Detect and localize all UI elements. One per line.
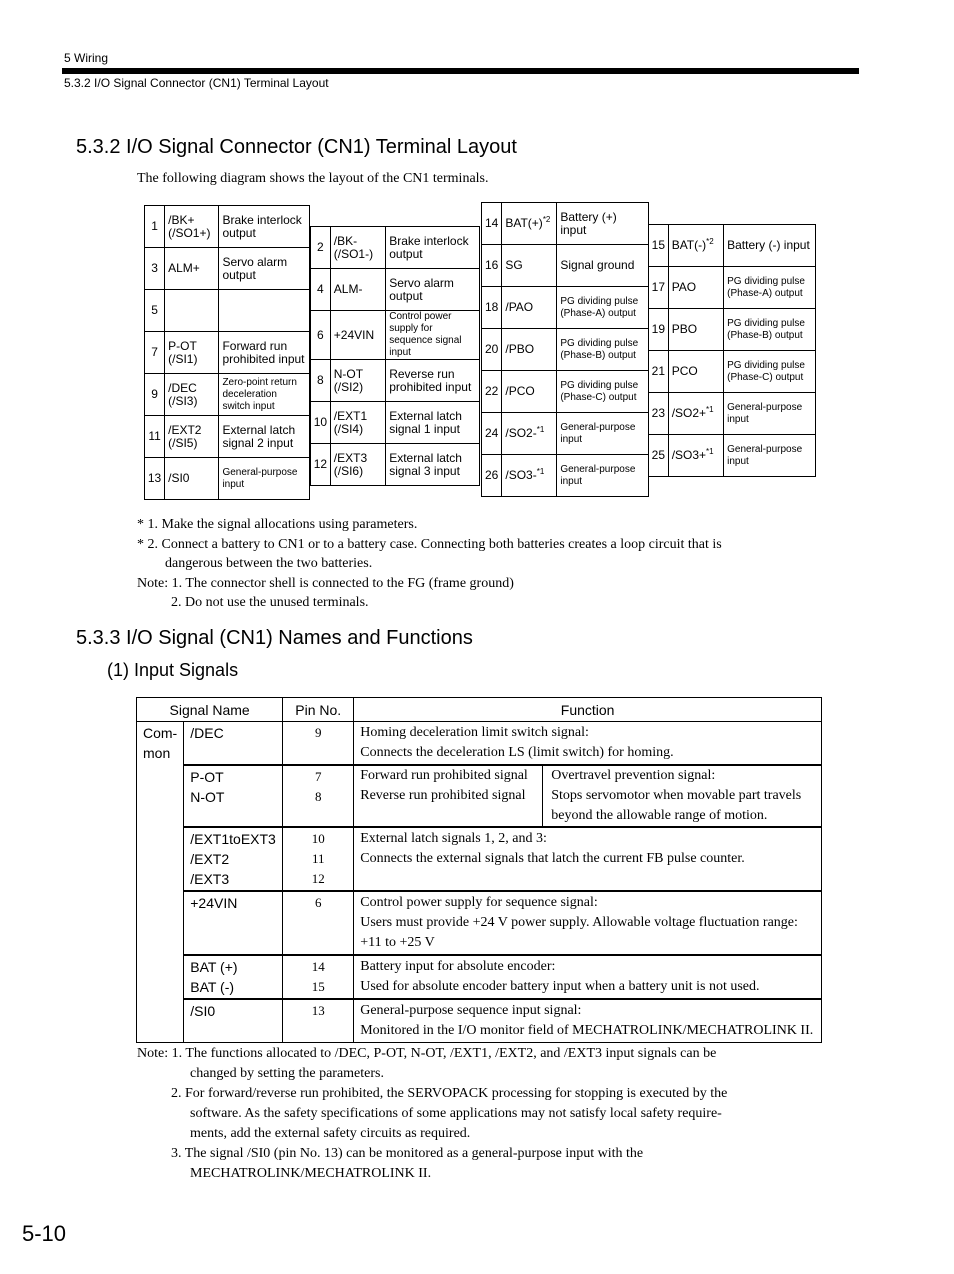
terminal-signal-name: +24VIN bbox=[333, 327, 375, 342]
terminal-signal bbox=[165, 458, 219, 500]
terminal-block-4 bbox=[648, 224, 816, 477]
running-header-section: 5.3.2 I/O Signal Connector (CN1) Terminal Layout bbox=[64, 76, 329, 90]
terminal-signal bbox=[502, 455, 557, 497]
terminal-function: Zero-point return deceleration switch input bbox=[219, 374, 310, 416]
pin-number-cell: 6 bbox=[283, 891, 354, 955]
terminal-row bbox=[311, 360, 480, 402]
function-title: Control power supply for sequence signal: bbox=[360, 895, 598, 910]
terminal-function: External latch signal 1 input bbox=[386, 402, 480, 444]
pin-number-cell: 10 11 12 bbox=[283, 827, 354, 891]
function-title: General-purpose sequence input signal: bbox=[360, 1003, 582, 1018]
terminal-signal-name: /PBO bbox=[505, 342, 535, 356]
footnote-mark: *2 bbox=[542, 215, 551, 224]
terminal-row bbox=[145, 458, 310, 500]
footnote-mark: *2 bbox=[706, 237, 714, 246]
terminal-signal-name: /SO3+ bbox=[671, 448, 707, 462]
footnote-mark: *1 bbox=[536, 425, 545, 434]
terminal-function: PG dividing pulse (Phase-C) output bbox=[724, 351, 816, 393]
terminal-pin: 23 bbox=[649, 393, 669, 435]
table-row bbox=[137, 827, 822, 891]
signal-name-cell: +24VIN bbox=[184, 891, 283, 955]
terminal-row bbox=[311, 311, 480, 360]
note2-3a: 3. The signal /SI0 (pin No. 13) can be monitored as a general-purpose input with the bbox=[171, 1146, 644, 1161]
terminal-signal-name: /EXT3 (/SI6) bbox=[333, 450, 368, 478]
terminal-block-3 bbox=[481, 202, 649, 497]
terminal-signal bbox=[668, 267, 723, 309]
terminal-signal bbox=[502, 329, 557, 371]
terminal-row bbox=[145, 248, 310, 290]
terminal-function: PG dividing pulse (Phase-A) output bbox=[724, 267, 816, 309]
terminal-function: Brake interlock output bbox=[386, 227, 480, 269]
terminal-signal-name: /PAO bbox=[505, 300, 534, 314]
terminal-pin: 22 bbox=[482, 371, 502, 413]
note-1: Note: 1. The connector shell is connected to the FG (frame ground) bbox=[137, 576, 514, 591]
terminal-row bbox=[649, 435, 816, 477]
terminal-function: PG dividing pulse (Phase-A) output bbox=[557, 287, 649, 329]
input-signals-heading: (1) Input Signals bbox=[107, 660, 239, 680]
terminal-row bbox=[145, 416, 310, 458]
terminal-function: Servo alarm output bbox=[219, 248, 310, 290]
terminal-row bbox=[145, 374, 310, 416]
terminal-signal bbox=[330, 360, 385, 402]
col-header-function: Function bbox=[354, 698, 822, 722]
table-row bbox=[137, 765, 822, 827]
terminal-function: Battery (-) input bbox=[724, 225, 816, 267]
terminal-pin: 14 bbox=[482, 203, 502, 245]
terminal-signal bbox=[502, 287, 557, 329]
notes-block bbox=[137, 1044, 727, 1184]
terminal-row bbox=[649, 225, 816, 267]
function-desc: Monitored in the I/O monitor field of MECHATROLINK/MECHATROLINK II. bbox=[360, 1023, 814, 1038]
terminal-signal bbox=[330, 444, 385, 486]
terminal-signal bbox=[668, 309, 723, 351]
table-row bbox=[137, 722, 822, 766]
note-2: 2. Do not use the unused terminals. bbox=[171, 595, 369, 610]
function-right bbox=[543, 766, 821, 826]
terminal-signal-name: /SO2+ bbox=[671, 406, 707, 420]
terminal-signal bbox=[165, 332, 219, 374]
function-right-desc: Stops servomotor when movable part travels beyond the allowable range of motion. bbox=[551, 788, 802, 823]
note2-2c: ments, add the external safety circuits as required. bbox=[190, 1126, 471, 1141]
terminal-signal bbox=[668, 435, 723, 477]
terminal-function: PG dividing pulse (Phase-B) output bbox=[557, 329, 649, 371]
terminal-row bbox=[649, 351, 816, 393]
terminal-pin: 10 bbox=[311, 402, 331, 444]
running-header-chapter: 5 Wiring bbox=[64, 51, 109, 65]
function-desc: Used for absolute encoder battery input when a battery unit is not used. bbox=[360, 979, 760, 994]
terminal-function: General-purpose input bbox=[724, 435, 816, 477]
terminal-signal-name: PBO bbox=[671, 322, 698, 336]
signal-name-cell: P-OT N-OT bbox=[184, 765, 283, 827]
terminal-pin: 20 bbox=[482, 329, 502, 371]
terminal-function: Servo alarm output bbox=[386, 269, 480, 311]
terminal-function bbox=[219, 290, 310, 332]
terminal-pin: 1 bbox=[145, 206, 165, 248]
col-header-pin-no: Pin No. bbox=[283, 698, 354, 722]
pin-number-cell: 7 8 bbox=[283, 765, 354, 827]
terminal-pin: 4 bbox=[311, 269, 331, 311]
terminal-row bbox=[649, 267, 816, 309]
function-title: Battery input for absolute encoder: bbox=[360, 959, 556, 974]
terminal-function: External latch signal 2 input bbox=[219, 416, 310, 458]
function-cell bbox=[354, 722, 822, 766]
terminal-signal-name: ALM- bbox=[333, 282, 363, 296]
terminal-pin: 5 bbox=[145, 290, 165, 332]
footnote-2b: dangerous between the two batteries. bbox=[165, 556, 373, 571]
terminal-signal-name: PCO bbox=[671, 364, 698, 378]
terminal-row bbox=[482, 287, 649, 329]
terminal-pin: 12 bbox=[311, 444, 331, 486]
terminal-signal bbox=[668, 393, 723, 435]
terminal-signal bbox=[502, 245, 557, 287]
footnote-mark: *1 bbox=[706, 405, 714, 414]
terminal-row bbox=[482, 329, 649, 371]
terminal-signal-name: /EXT2 (/SI5) bbox=[168, 422, 202, 450]
footnote-mark: *1 bbox=[536, 467, 545, 476]
terminal-function: General-purpose input bbox=[724, 393, 816, 435]
function-cell bbox=[354, 955, 822, 999]
terminal-signal-name: /SI0 bbox=[168, 471, 190, 485]
terminal-signal bbox=[330, 402, 385, 444]
function-desc: Connects the deceleration LS (limit switch) for homing. bbox=[360, 745, 674, 760]
terminal-signal-name: BAT(+) bbox=[505, 216, 543, 230]
function-cell bbox=[354, 891, 822, 955]
terminal-pin: 9 bbox=[145, 374, 165, 416]
terminal-row bbox=[311, 269, 480, 311]
terminal-pin: 19 bbox=[649, 309, 669, 351]
function-cell bbox=[354, 999, 822, 1043]
note2-1b: changed by setting the parameters. bbox=[190, 1066, 384, 1081]
terminal-function: Forward run prohibited input bbox=[219, 332, 310, 374]
terminal-pin: 21 bbox=[649, 351, 669, 393]
note2-1a: Note: 1. The functions allocated to /DEC, P-OT, N-OT, /EXT1, /EXT2, and /EXT3 input signals can be bbox=[137, 1046, 717, 1061]
function-right-title: Overtravel prevention signal: bbox=[551, 768, 716, 783]
group-label: Com- mon bbox=[137, 722, 184, 1043]
terminal-pin: 25 bbox=[649, 435, 669, 477]
terminal-pin: 8 bbox=[311, 360, 331, 402]
terminal-signal bbox=[330, 269, 385, 311]
note2-3b: MECHATROLINK/MECHATROLINK II. bbox=[190, 1166, 432, 1181]
signal-name-cell: /DEC bbox=[184, 722, 283, 766]
function-cell bbox=[354, 765, 822, 827]
terminal-signal bbox=[502, 413, 557, 455]
terminal-signal bbox=[668, 351, 723, 393]
pin-number-cell: 13 bbox=[283, 999, 354, 1043]
terminal-signal bbox=[165, 374, 219, 416]
terminal-function: Reverse run prohibited input bbox=[386, 360, 480, 402]
terminal-block-2 bbox=[310, 226, 480, 486]
terminal-function: Signal ground bbox=[557, 245, 649, 287]
terminal-signal bbox=[165, 206, 219, 248]
terminal-pin: 16 bbox=[482, 245, 502, 287]
terminal-signal-name: BAT(-) bbox=[671, 238, 707, 252]
terminal-block-1 bbox=[144, 205, 310, 500]
terminal-function: External latch signal 3 input bbox=[386, 444, 480, 486]
terminal-pin: 3 bbox=[145, 248, 165, 290]
terminal-row bbox=[482, 371, 649, 413]
terminal-function: Brake interlock output bbox=[219, 206, 310, 248]
terminal-signal bbox=[330, 311, 385, 360]
terminal-signal bbox=[165, 248, 219, 290]
terminal-row bbox=[311, 402, 480, 444]
terminal-signal bbox=[502, 371, 557, 413]
terminal-row bbox=[145, 332, 310, 374]
terminal-signal-name: /SO2- bbox=[505, 426, 537, 440]
terminal-signal-name: /SO3- bbox=[505, 468, 537, 482]
terminal-pin: 26 bbox=[482, 455, 502, 497]
section-533-heading: 5.3.3 I/O Signal (CN1) Names and Functions bbox=[76, 627, 473, 649]
terminal-pin: 13 bbox=[145, 458, 165, 500]
terminal-function: Battery (+) input bbox=[557, 203, 649, 245]
note2-2a: 2. For forward/reverse run prohibited, the SERVOPACK processing for stopping is executed by the bbox=[171, 1086, 728, 1101]
footnote-1: * 1. Make the signal allocations using parameters. bbox=[137, 517, 418, 532]
table-row bbox=[137, 891, 822, 955]
input-signals-table bbox=[136, 697, 822, 1043]
header-rule bbox=[62, 68, 859, 74]
terminal-pin: 2 bbox=[311, 227, 331, 269]
terminal-signal bbox=[502, 203, 557, 245]
function-title: Homing deceleration limit switch signal: bbox=[360, 725, 589, 740]
signal-name-cell: /SI0 bbox=[184, 999, 283, 1043]
terminal-pin: 11 bbox=[145, 416, 165, 458]
terminal-pin: 17 bbox=[649, 267, 669, 309]
terminal-row bbox=[145, 290, 310, 332]
terminal-row bbox=[482, 245, 649, 287]
pin-number-cell: 14 15 bbox=[283, 955, 354, 999]
terminal-signal-name: /PCO bbox=[505, 384, 535, 398]
terminal-function: PG dividing pulse (Phase-C) output bbox=[557, 371, 649, 413]
col-header-signal-name: Signal Name bbox=[137, 698, 283, 722]
function-desc: Connects the external signals that latch the current FB pulse counter. bbox=[360, 851, 745, 866]
terminal-row bbox=[145, 206, 310, 248]
terminal-signal-name: PAO bbox=[671, 280, 697, 294]
footnote-2a: * 2. Connect a battery to CN1 or to a battery case. Connecting both batteries creates a loop circuit that is bbox=[137, 537, 722, 552]
signal-name-cell: BAT (+) BAT (-) bbox=[184, 955, 283, 999]
terminal-pin: 6 bbox=[311, 311, 331, 360]
function-cell bbox=[354, 827, 822, 891]
page-number: 5-10 bbox=[22, 1221, 67, 1246]
note2-2b: software. As the safety specifications of some applications may not satisfy local safety require- bbox=[190, 1106, 722, 1121]
terminal-signal-name: SG bbox=[505, 258, 523, 272]
terminal-signal-name: ALM+ bbox=[168, 261, 200, 275]
terminal-function: Control power supply for sequence signal input bbox=[386, 311, 480, 360]
overtravel-subtable bbox=[360, 766, 821, 826]
terminal-pin: 24 bbox=[482, 413, 502, 455]
terminal-signal-name: /BK+ (/SO1+) bbox=[168, 212, 211, 240]
terminal-function: General-purpose input bbox=[219, 458, 310, 500]
terminal-function: General-purpose input bbox=[557, 455, 649, 497]
function-title: External latch signals 1, 2, and 3: bbox=[360, 831, 547, 846]
terminal-signal-name: N-OT (/SI2) bbox=[333, 366, 364, 394]
terminal-row bbox=[482, 413, 649, 455]
terminal-signal-name: /DEC (/SI3) bbox=[168, 380, 198, 408]
signal-name-cell: /EXT1toEXT3 /EXT2 /EXT3 bbox=[184, 827, 283, 891]
terminal-signal bbox=[165, 416, 219, 458]
terminal-function: General-purpose input bbox=[557, 413, 649, 455]
terminal-signal bbox=[668, 225, 723, 267]
terminal-signal bbox=[165, 290, 219, 332]
terminal-signal-name: /BK- (/SO1-) bbox=[333, 233, 374, 261]
intro-text: The following diagram shows the layout of the CN1 terminals. bbox=[137, 171, 489, 186]
terminal-pin: 15 bbox=[649, 225, 669, 267]
terminal-row bbox=[311, 444, 480, 486]
terminal-signal bbox=[330, 227, 385, 269]
section-532-heading: 5.3.2 I/O Signal Connector (CN1) Terminal Layout bbox=[76, 136, 517, 158]
terminal-row bbox=[482, 203, 649, 245]
terminal-row bbox=[649, 309, 816, 351]
footnote-mark: *1 bbox=[706, 447, 714, 456]
terminal-signal-name: /EXT1 (/SI4) bbox=[333, 408, 368, 436]
table-row bbox=[137, 999, 822, 1043]
terminal-function: PG dividing pulse (Phase-B) output bbox=[724, 309, 816, 351]
terminal-row bbox=[482, 455, 649, 497]
terminal-pin: 7 bbox=[145, 332, 165, 374]
function-desc: Users must provide +24 V power supply. Allowable voltage fluctuation range: +11 to +25 V bbox=[360, 915, 798, 950]
terminal-signal-name: P-OT (/SI1) bbox=[168, 338, 198, 366]
terminal-row bbox=[311, 227, 480, 269]
function-left: Forward run prohibited signal Reverse run prohibited signal bbox=[360, 766, 543, 826]
terminal-pin: 18 bbox=[482, 287, 502, 329]
pin-number-cell: 9 bbox=[283, 722, 354, 766]
table-row bbox=[137, 955, 822, 999]
terminal-row bbox=[649, 393, 816, 435]
